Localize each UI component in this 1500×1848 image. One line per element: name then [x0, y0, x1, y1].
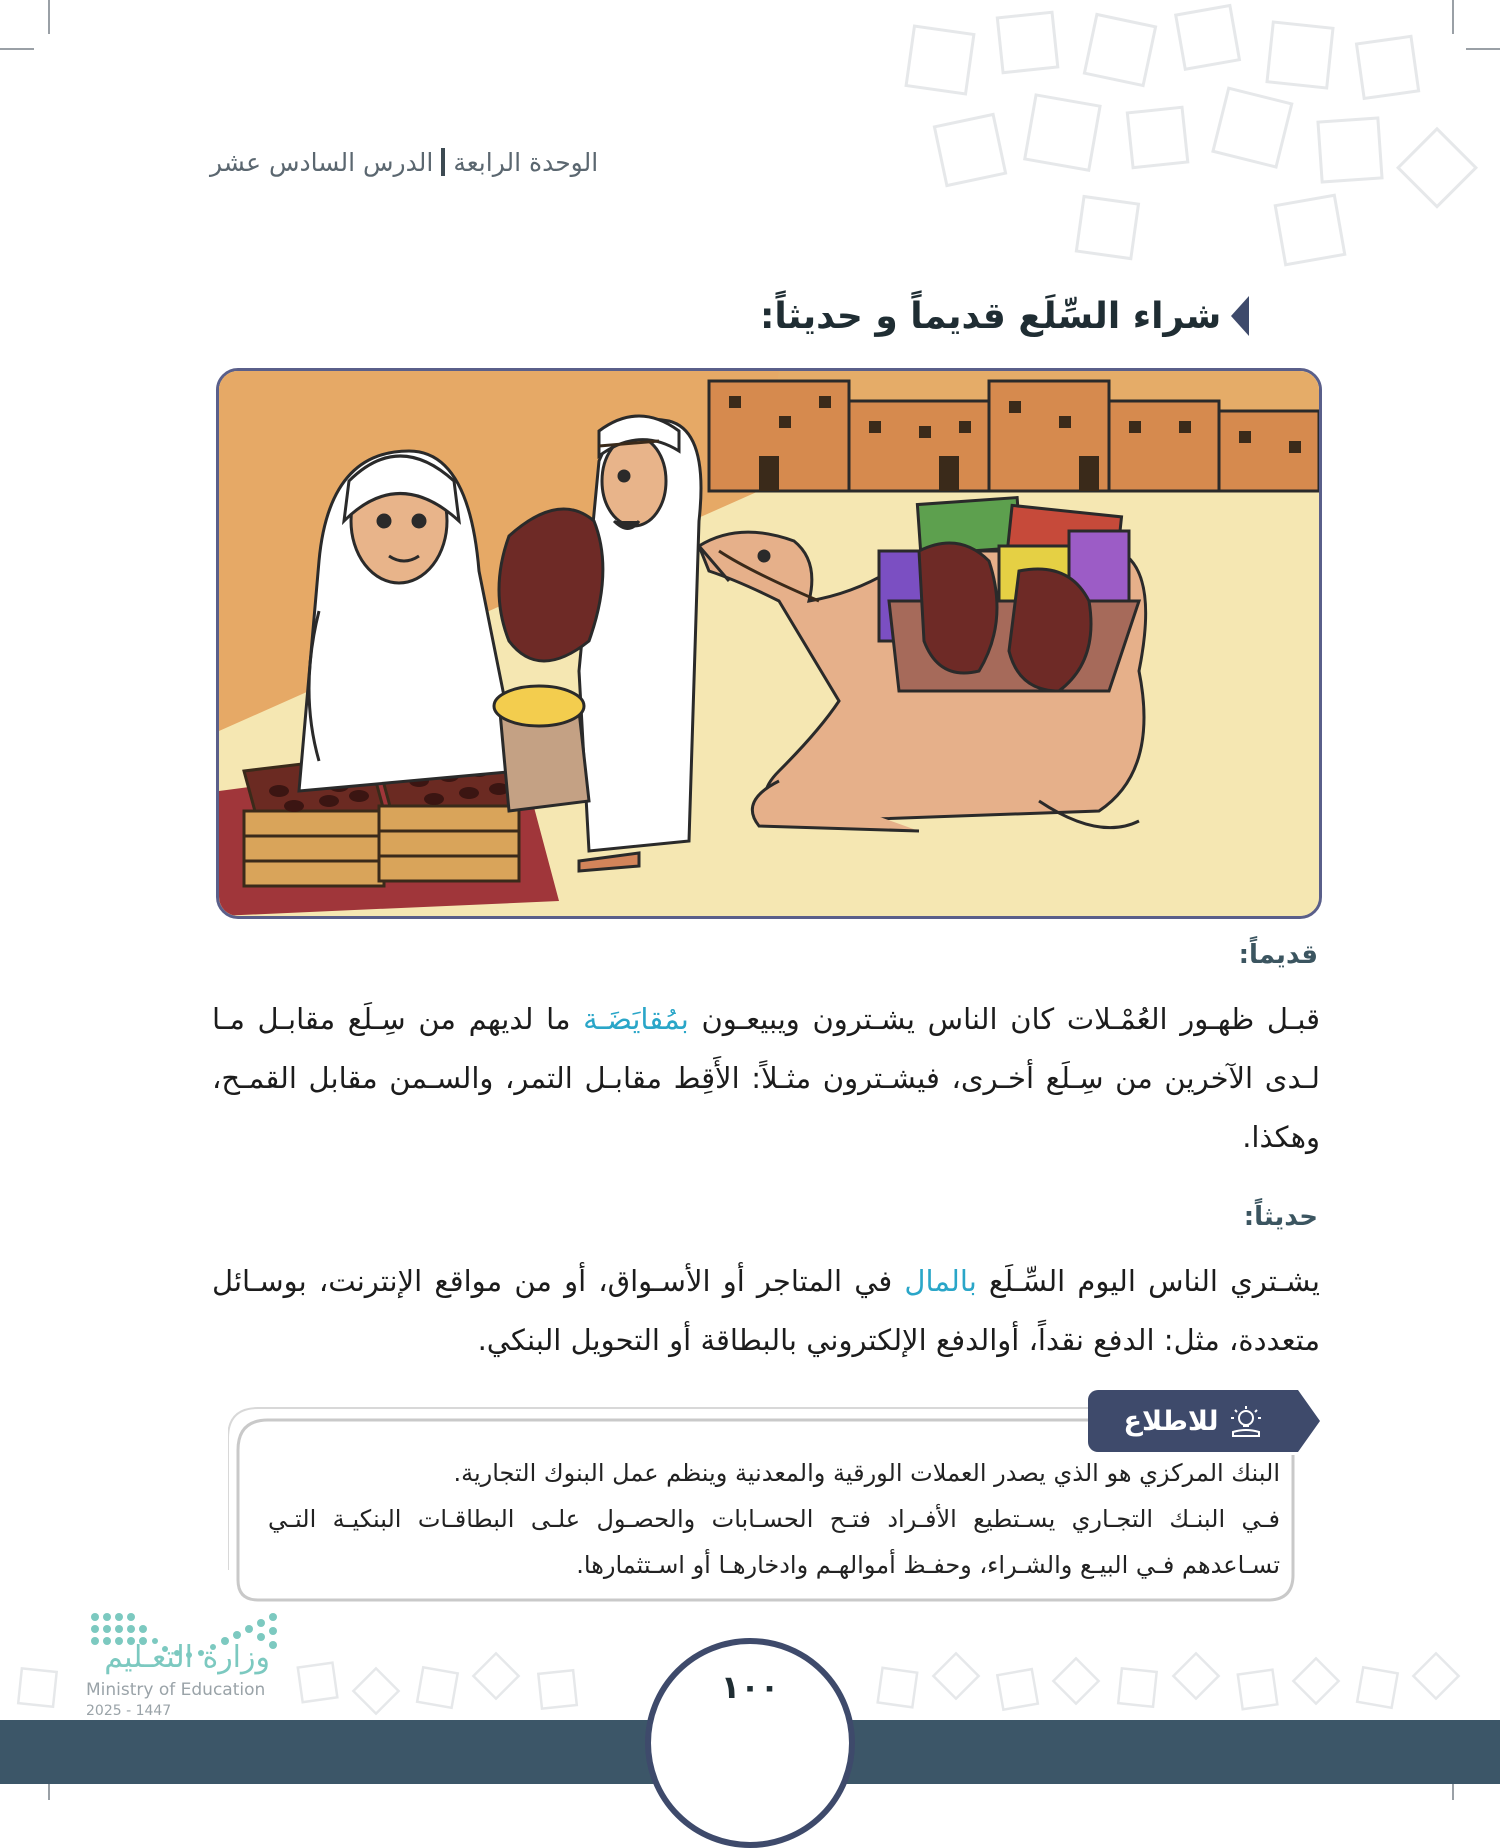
old-times-heading: قديماً:	[1238, 940, 1318, 970]
info-line-1: البنك المركزي هو الذي يصدر العملات الورقية والمعدنية وينظم عمل البنوك التجارية.	[453, 1459, 1280, 1487]
info-label-tab	[1088, 1390, 1298, 1452]
old-times-text-before: قبـل ظهـور العُمْـلات كان الناس يشـترون ويبيعـون	[688, 1002, 1320, 1036]
old-times-text-after: ما لديهم من سِـلَع مقابـل مـا لـدى الآخرين من سِـلَع أخـرى، فيشـترون مثـلاً: الأَقِط مقابـل التمر، والسـمن مقابل القمـح، وهكذا.	[212, 1002, 1320, 1154]
breadcrumb-lesson: الدرس السادس عشر	[210, 147, 434, 177]
money-term: بالمال	[904, 1264, 977, 1298]
breadcrumb	[210, 140, 630, 184]
ministry-name-arabic: وزارة التعـليم	[104, 1640, 270, 1675]
modern-times-text-before: يشـتري الناس اليوم السِّـلَع	[976, 1264, 1320, 1298]
old-times-paragraph	[212, 990, 1320, 1170]
lightbulb-icon	[1229, 1404, 1263, 1438]
info-line-2: فـي البنـك التجـاري يسـتطيع الأفـراد فتـح الحسـابات والحصـول علـى البطاقـات البنكيـة التـي تسـاعدهم فـي البيـع والشـراء، وحفـظ أموالهـم وادخارهـا أو اسـتثمارها.	[268, 1505, 1280, 1579]
ministry-name-english: Ministry of Education	[86, 1680, 266, 1700]
section-title	[760, 288, 1320, 344]
info-label: للاطلاع	[1123, 1405, 1219, 1437]
market-illustration	[216, 368, 1322, 919]
title-arrow-icon	[1231, 296, 1249, 336]
barter-term: بمُقايَضَـة	[583, 1002, 689, 1036]
barter-scene-drawing	[219, 371, 1319, 916]
section-title-text: شراء السِّلَع قديماً و حديثاً:	[760, 295, 1222, 337]
info-box-text	[268, 1450, 1280, 1600]
page-number: ١٠٠	[720, 1668, 780, 1706]
breadcrumb-unit: الوحدة الرابعة	[453, 147, 599, 177]
breadcrumb-separator	[441, 148, 445, 176]
crop-mark	[48, 0, 50, 34]
modern-times-paragraph	[212, 1252, 1320, 1372]
crop-mark	[0, 48, 34, 50]
info-tab-arrow	[1298, 1390, 1320, 1452]
ministry-year: 2025 - 1447	[86, 1703, 172, 1719]
modern-times-text-after: في المتاجر أو الأسـواق، أو من مواقع الإنترنت، بوسـائل متعددة، مثل: الدفع نقداً، أوالدفع الإلكتروني بالبطاقة أو التحويل البنكي.	[212, 1264, 1320, 1357]
modern-times-heading: حديثاً:	[1243, 1202, 1318, 1232]
decorative-pattern	[880, 0, 1500, 300]
